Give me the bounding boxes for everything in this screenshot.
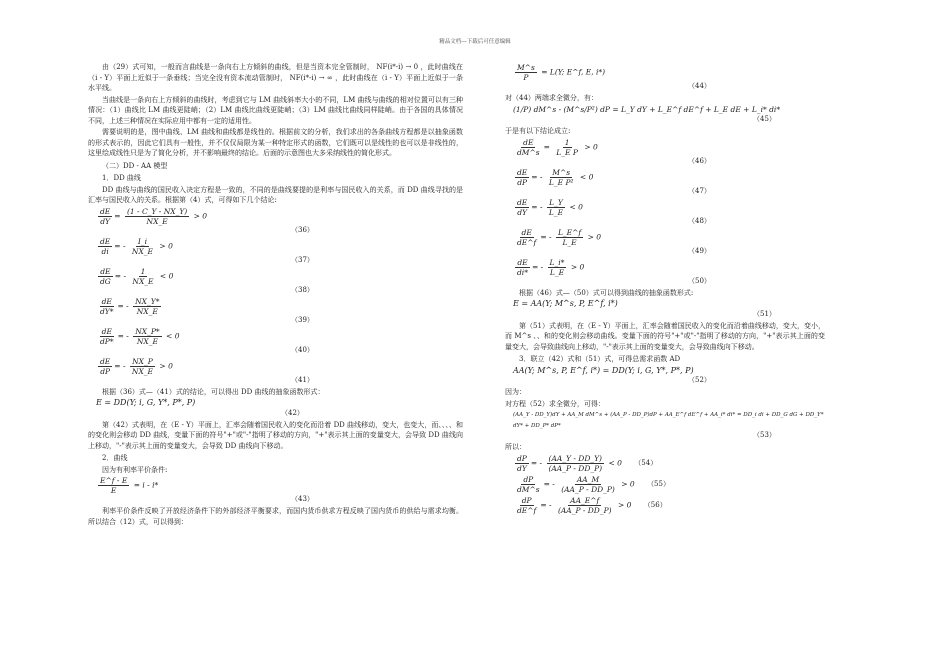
equation-number: （47） <box>688 186 711 195</box>
equation-number: （36） <box>291 225 314 234</box>
equation-41: $\frac{dE}{dP}$ = - $\frac{NX\_P}{NX\_E}$ > 0 （41） <box>96 357 463 385</box>
equation-56: $\frac{dP}{dE\^{}f}$ = - $\frac{AA\_E\^{}f}{(AA\_P - DD\_P)}$ > 0 （56） <box>517 495 667 515</box>
eq-lhs-num: dE <box>100 356 111 366</box>
eq-tail: < 0 <box>579 172 594 181</box>
eq-num: E^f - E <box>100 476 128 485</box>
paragraph: 对（44）两端求全微分，有： <box>505 94 598 102</box>
eq-tail: = i - i* <box>133 480 159 490</box>
subsection-heading: 1．DD 曲线 <box>102 174 141 182</box>
paragraph: 于是有以下结论成立: <box>505 127 571 135</box>
eq-num: M^s <box>552 167 571 177</box>
equation-number: （56） <box>643 501 667 509</box>
eq-den: L_E <box>549 267 565 277</box>
eq-num: NX_P* <box>135 326 160 336</box>
equation-number: （55） <box>647 480 670 488</box>
eq-lhs-den: dE^f <box>517 237 537 247</box>
eq-den: (AA_P - DD_P) <box>548 463 603 473</box>
equation-number: （45） <box>753 115 776 123</box>
eq-den: NX_E <box>131 246 154 256</box>
equation-50: $\frac{dE}{di*}$ = - $\frac{L\_i*}{L\_E}$ > 0 （50） <box>513 258 825 286</box>
eq-den: L_E P² <box>548 177 574 187</box>
eq-tail: > 0 <box>570 262 585 271</box>
equation-number: （50） <box>688 276 711 285</box>
equation-number: （37） <box>291 255 314 264</box>
equation-53 <box>513 410 825 440</box>
eq-lhs-num: dE <box>517 197 528 207</box>
eq-lhs-den: di* <box>517 267 528 277</box>
eq-tail: < 0 <box>608 458 622 467</box>
eq-num: AA_M <box>576 474 600 484</box>
eq-den: L_E <box>562 237 577 247</box>
eq-tail: > 0 <box>621 479 635 488</box>
eq-lhs-den: dP* <box>100 336 114 346</box>
paragraph: 当曲线是一条向右上方倾斜的曲线时，考虑到它与 LM 曲线斜率大小的不同，LM 曲线与曲线的相对位置可以有三种情况：（1）曲线比 LM 曲线更陡峭；（2）LM 曲线比曲线更陡峭；（3）LM 曲线比曲线同样陡峭。由于各国的具体情况不同，上述三种情况在实际应用中都有一定的适用性。 <box>88 95 463 125</box>
paragraph: 对方程（52）求全微分，可得： <box>505 399 605 408</box>
equation-55: $\frac{dP}{dM\^{}s}$ = - $\frac{AA\_M}{(AA\_P - DD\_P)}$ > 0 （55） <box>517 474 670 494</box>
equation-49: $\frac{dE}{dE\^{}f}$ = - $\frac{L\_E\^{}f}{L\_E}$ > 0 （49） <box>513 228 825 256</box>
eq-tail: > 0 <box>584 142 598 151</box>
equation-40: $\frac{dE}{dP*}$ = - $\frac{NX\_P*}{NX\_E}$ < 0 （40） <box>96 327 463 355</box>
eq-lhs-num: dP <box>521 495 532 505</box>
eq-num: (AA_Y - DD_Y) <box>548 453 602 463</box>
eq-lhs-den: dY <box>517 207 528 217</box>
paragraph: 根据（46）式—（50）式可以得到曲线的抽象函数形式: <box>519 288 694 297</box>
equation-47: $\frac{dE}{dP}$ = - $\frac{M\^{}s}{\text{L\_E P²}}$ < 0 （47） <box>513 168 825 196</box>
eq-tail: < 0 <box>166 331 180 340</box>
eq-num: I_i <box>137 236 147 246</box>
eq-num: NX_Y* <box>135 296 160 306</box>
eq-num: L_i* <box>549 257 565 267</box>
equation-37: $\frac{dE}{di}$ = - $\frac{I\_i}{NX\_E}$ > 0 （37） <box>96 237 463 265</box>
eq-lhs-den: dE^f <box>517 505 537 515</box>
equation-51 <box>513 299 825 319</box>
page-header: 精品文档---下载后可任意编辑 <box>439 39 511 45</box>
eq-lhs-den: dY <box>100 216 111 226</box>
eq-num: NX_P <box>132 356 153 366</box>
equation-number: （41） <box>291 375 314 384</box>
equation-number: （40） <box>291 345 314 354</box>
equation-54: $\frac{dP}{dY}$ = - $\frac{(AA\_Y - DD\_Y)}{(AA\_P - DD\_P)}$ < 0 （54） <box>517 453 658 473</box>
eq-lhs-den: dY* <box>100 306 114 316</box>
eq-lhs-num: dE <box>521 227 532 237</box>
subsection-heading: 3．联立（42）式和（51）式，可得总需求函数 AD <box>519 355 681 363</box>
paragraph: DD 曲线与曲线的国民收入决定方程是一致的，不同的是曲线要提的是利率与国民收入的关系，而 DD 曲线寻找的是汇率与国民收入的关系。根据第（4）式，可得如下几个结论: <box>88 185 463 204</box>
equation-number: （51） <box>753 309 776 318</box>
equation-number: （39） <box>291 315 314 324</box>
eq-lhs-num: dE <box>517 257 528 267</box>
equation-44 <box>513 63 825 91</box>
eq-num: M^s <box>517 63 535 72</box>
eq-tail: < 0 <box>159 271 174 280</box>
eq-body: E = DD(Y; i, G, Y*, P*, P) <box>96 398 196 407</box>
eq-tail: > 0 <box>159 241 173 250</box>
eq-den: NX_E <box>131 366 154 376</box>
eq-den: (AA_P - DD_P) <box>557 505 612 515</box>
eq-den: L_E <box>548 207 564 217</box>
eq-lhs-den: dM^s <box>517 484 540 494</box>
paragraph: 根据（36）式—（41）式的结论，可以得出 DD 曲线的抽象函数形式： <box>102 387 325 396</box>
eq-den: NX_E <box>146 216 168 226</box>
eq-tail: > 0 <box>587 232 602 241</box>
eq-num: 1 <box>140 266 146 276</box>
equation-38: $\frac{dE}{dG}$ = - $\frac{1}{NX\_E}$ < 0 （38） <box>96 267 463 295</box>
paragraph: 由（29）式可知，一般而言曲线是一条向右上方倾斜的曲线，但是当资本完全管制时， NF(i*-i) → 0 ，此时曲线在（i - Y）平面上近似于一条垂线；当完全没有资本流动管制时， NF(i*-i) → ∞ ，此时曲线在（i - Y）平面上近似于一条水平线。 <box>88 63 463 92</box>
eq-den: L_E P <box>556 147 578 157</box>
equation-number: （44） <box>688 82 711 90</box>
paragraph: 因为有利率平价条件: <box>102 465 168 474</box>
eq-tail: < 0 <box>569 202 583 211</box>
paragraph: 第（42）式表明，在（E - Y）平面上，汇率会随着国民收入的变化而沿着 DD 曲线移动，变大，也变大，而、、、、和的变化则会移动 DD 曲线，变量下面的符号"+"或"-"指明了移动的方向，"+"表示其上面的变量变大，会导致 DD 曲线向上移动，"-"表示其上面的变量变大，会导致 DD 曲线向下移动。 <box>88 420 463 450</box>
equation-number: （43） <box>291 495 314 503</box>
eq-num: L_Y <box>549 197 563 207</box>
eq-tail: > 0 <box>193 211 208 220</box>
eq-num: L_E^f <box>557 227 582 237</box>
eq-lhs-num: dP <box>523 474 534 484</box>
eq-lhs-den: di <box>101 246 109 256</box>
eq-num: (1 - C_Y - NX_Y) <box>126 206 188 216</box>
paragraph: 因为： <box>505 388 526 396</box>
equation-46: $\frac{dE}{dM\^{}s}$ = $\frac{1}{\text{L\_E P}}$ > 0 （46） <box>513 138 825 166</box>
paragraph: 所以： <box>505 443 526 451</box>
eq-lhs-den: dG <box>100 276 111 286</box>
paragraph: 利率平价条件反映了开放经济条件下的外部经济平衡要求，而国内货币供求方程反映了国内货币的供给与需求均衡。所以结合（12）式，可以得到： <box>88 507 463 526</box>
eq-num: 1 <box>564 137 570 147</box>
equation-number: （46） <box>688 156 711 165</box>
right-column <box>505 62 825 517</box>
eq-lhs-num: dE <box>101 296 112 306</box>
equation-52 <box>513 366 825 386</box>
eq-lhs-num: dE <box>100 206 111 216</box>
equation-number: （48） <box>688 216 711 225</box>
eq-body: (AA_Y - DD_Y)dY + AA_M dM^s + (AA_P - DD_P)dP + AA_E^f dE^f + AA_i* di* = DD_i di + DD_G dG + DD_Y* dY* + DD_P* dP* <box>513 412 824 429</box>
paragraph: 需要说明的是，图中曲线、LM 曲线和曲线都是线性的。根据前文的分析，我们求出的各条曲线方程都是以抽象函数的形式表示的，因此它们具有一般性，并不仅仅局限为某一种特定形式的函数，它们既可以是线性的也可以是非线性的，这里绘成线性只是为了简化分析，并不影响最终的结论。后面的示意图也大多采纳线性的简化形式。 <box>88 128 463 157</box>
equation-number: （38） <box>291 285 314 294</box>
eq-lhs-num: dE <box>517 167 528 177</box>
eq-den: E <box>110 486 117 495</box>
eq-den: P <box>523 73 529 82</box>
eq-den: NX_E <box>136 336 158 346</box>
equation-43 <box>96 476 463 504</box>
equation-number: （49） <box>688 246 711 255</box>
eq-den: (AA_P - DD_P) <box>561 484 615 494</box>
eq-den: NX_E <box>132 276 154 286</box>
eq-body: E = AA(Y; M^s, P, E^f, i*) <box>513 299 618 308</box>
left-column <box>88 62 463 528</box>
eq-tail: = L(Y; E^f, E, i*) <box>541 67 606 77</box>
eq-lhs-num: dE <box>101 326 112 336</box>
eq-lhs-den: dP <box>100 366 111 376</box>
equation-number: （52） <box>688 376 711 384</box>
eq-lhs-den: dP <box>517 177 528 187</box>
section-heading: （二）DD - AA 模型 <box>102 161 168 170</box>
paragraph: 第（51）式表明，在（E - Y）平面上，汇率会随着国民收入的变化而沿着曲线移动，变大，变小，而 M^s 、、和的变化则会移动曲线。变量下面的符号"+"或"-"指明了移动的方向，"+"表示其上面的变量变大，会导致曲线向上移动，"-"表示其上面的变量变大，会导致曲线向下移动。 <box>505 321 825 351</box>
equation-36: $\frac{dE}{dY}$ = $\frac{(1 - C\_Y - NX\_Y)}{NX\_E}$ > 0 （36） <box>96 207 463 235</box>
eq-lhs-den: dM^s <box>517 147 540 157</box>
equation-48: $\frac{dE}{dY}$ = - $\frac{L\_Y}{L\_E}$ < 0 （48） <box>513 198 825 226</box>
subsection-heading: 2．曲线 <box>102 454 128 462</box>
eq-num: AA_E^f <box>570 495 600 505</box>
equation-42 <box>96 398 463 418</box>
equation-39: $\frac{dE}{dY*}$ = - $\frac{NX\_Y*}{NX\_E}$ （39） <box>96 297 463 325</box>
eq-den: NX_E <box>136 306 158 316</box>
eq-lhs-num: dE <box>100 266 111 276</box>
eq-lhs-num: dE <box>100 236 111 246</box>
equation-number: （53） <box>753 431 776 439</box>
eq-body: (1/P) dM^s - (M^s/P²) dP = L_Y dY + L_E^f dE^f + L_E dE + L_i* di* <box>513 104 781 114</box>
eq-tail: > 0 <box>617 500 632 509</box>
equation-number: （54） <box>634 459 658 467</box>
eq-lhs-num: dP <box>517 453 527 463</box>
eq-lhs-den: dY <box>517 463 527 473</box>
equation-number: （42） <box>281 408 304 417</box>
eq-tail: > 0 <box>159 361 173 370</box>
eq-lhs-num: dE <box>523 137 534 147</box>
equation-45 <box>513 105 825 125</box>
eq-body: AA(Y; M^s, P, E^f, i*) = DD(Y; i, G, Y*, P*, P) <box>513 365 694 375</box>
